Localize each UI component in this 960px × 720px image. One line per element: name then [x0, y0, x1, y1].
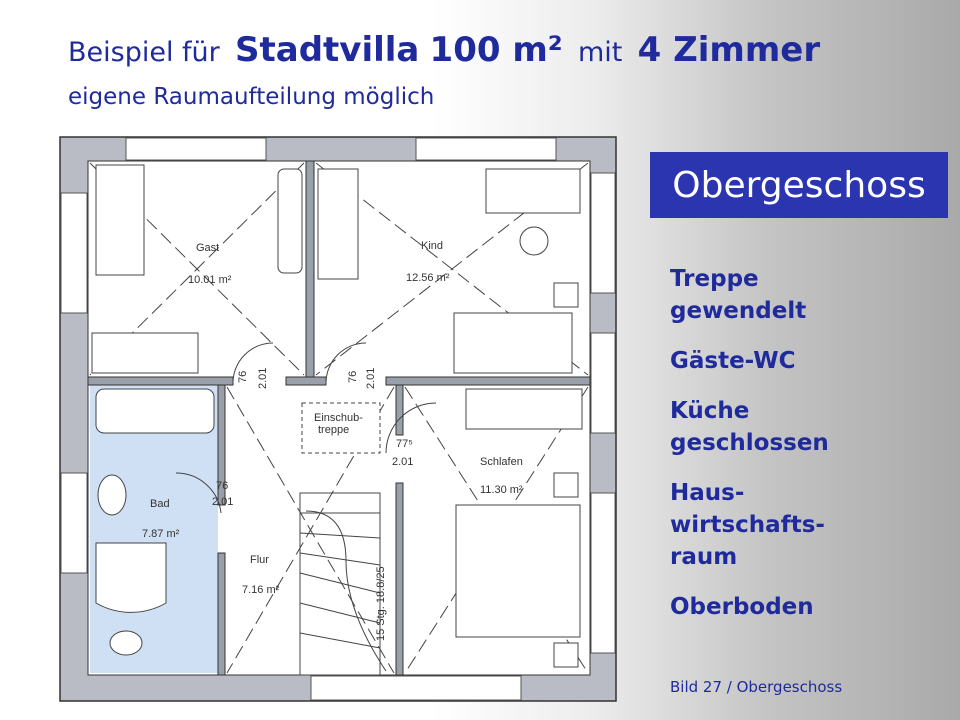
door-dim-schlafen-w: 77⁵	[396, 438, 413, 450]
title-area: 100 m²	[429, 30, 563, 70]
nightstand-1	[554, 473, 578, 497]
bathtub	[96, 389, 214, 433]
room-name-schlafen: Schlafen	[480, 456, 523, 468]
page-title	[68, 30, 820, 70]
room-name-kind: Kind	[421, 240, 444, 252]
shelf-gast	[96, 165, 144, 275]
title-connector: mit	[577, 37, 623, 68]
bed-schlafen	[456, 505, 580, 637]
desk-kind	[486, 169, 580, 213]
floor-plan	[56, 133, 620, 705]
feature-item: Treppe gewendelt	[670, 266, 807, 324]
title-rooms: 4 Zimmer	[637, 30, 821, 70]
cabinet-kind	[554, 283, 578, 307]
room-area-bad: 7.87 m²	[142, 528, 180, 540]
door-dim-kind-h: 2.01	[365, 367, 377, 389]
shower	[96, 543, 166, 612]
door-dim-kind-w: 76	[347, 370, 359, 383]
door-dim-schlafen-h: 2.01	[392, 456, 414, 468]
room-name-flur: Flur	[250, 554, 269, 566]
wardrobe-schlafen	[466, 389, 582, 429]
door-dim-gast-w: 76	[237, 370, 249, 383]
room-area-gast: 10.01 m²	[188, 274, 232, 286]
chair-kind	[520, 227, 548, 255]
door-dim-bad-w: 76	[216, 480, 229, 492]
feature-item: Oberboden	[670, 594, 814, 620]
bed-kind	[454, 313, 572, 373]
door-dim-gast-h: 2.01	[257, 367, 269, 389]
room-name-bad: Bad	[150, 498, 170, 510]
door-dim-bad-h: 2.01	[212, 496, 234, 508]
slide-caption: Bild 27 / Obergeschoss	[670, 678, 843, 696]
page-subtitle: eigene Raumaufteilung möglich	[68, 84, 435, 110]
feature-item: Gäste-WC	[670, 348, 796, 374]
stair-label: 15 Stg. 18.8/25	[375, 566, 387, 641]
sink	[98, 475, 126, 515]
wardrobe-kind	[318, 169, 358, 279]
wardrobe-gast	[92, 333, 198, 373]
title-house-type: Stadtvilla	[235, 30, 420, 70]
room-area-schlafen: 11.30 m²	[480, 484, 523, 496]
shower-cabinet	[278, 169, 302, 273]
title-prefix: Beispiel für	[68, 37, 220, 68]
hatch-label-2: treppe	[318, 424, 350, 436]
nightstand-2	[554, 643, 578, 667]
feature-item: Haus- wirtschafts- raum	[670, 480, 825, 570]
section-heading: Obergeschoss	[650, 152, 948, 218]
floor-plan-drawing	[56, 133, 620, 705]
feature-list	[670, 263, 950, 641]
room-area-kind: 12.56 m²	[406, 272, 450, 284]
toilet	[110, 631, 142, 655]
hatch-label-1: Einschub-	[314, 412, 363, 424]
feature-item: Küche geschlossen	[670, 398, 829, 456]
room-name-gast: Gast	[196, 242, 220, 254]
room-area-flur: 7.16 m²	[242, 584, 280, 596]
